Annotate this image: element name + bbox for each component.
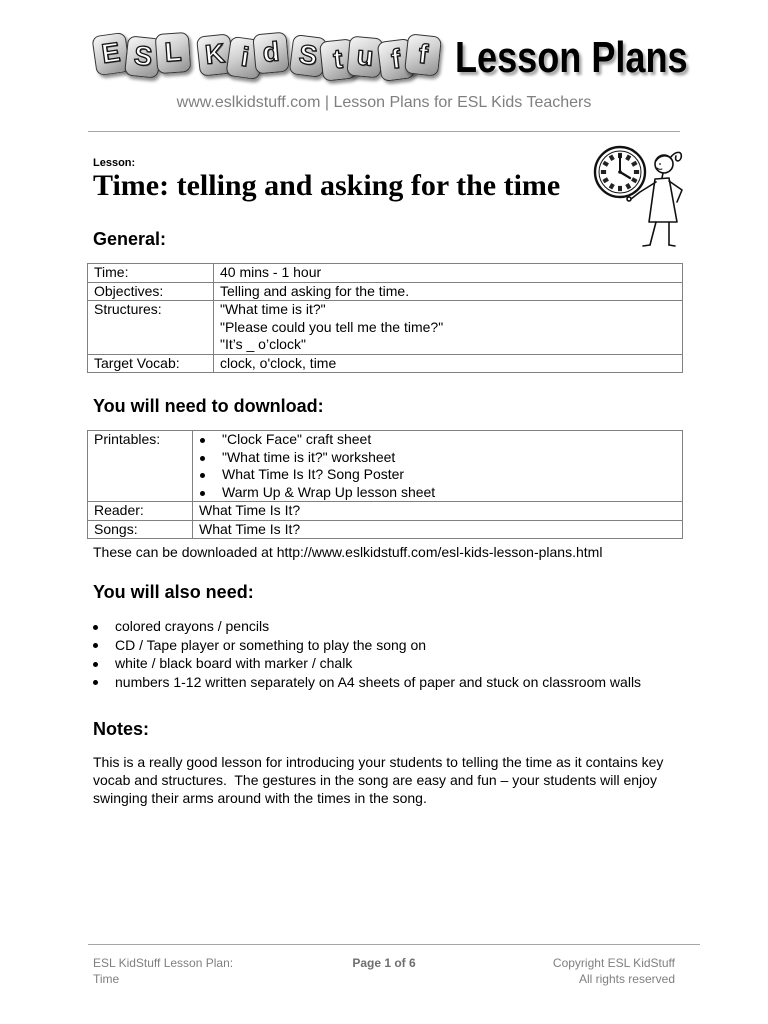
logo-letter-tile: K — [196, 33, 234, 76]
table-row — [88, 502, 683, 521]
printables-list — [199, 431, 676, 501]
footer-divider — [88, 944, 700, 945]
footer-left-line: ESL KidStuff Lesson Plan: — [93, 956, 234, 970]
table-row — [88, 264, 683, 283]
notes-paragraph — [93, 753, 663, 807]
table-row — [88, 282, 683, 301]
bullet-icon — [200, 473, 205, 478]
row-value — [214, 301, 683, 355]
list-item-text: CD / Tape player or something to play the song on — [115, 636, 427, 653]
notes-line: swinging their arms around with the times in the song. — [93, 790, 427, 806]
bullet-icon — [200, 438, 205, 443]
table-row — [88, 520, 683, 539]
list-item — [199, 431, 676, 449]
general-table — [87, 263, 683, 373]
header-divider — [88, 131, 680, 132]
list-item — [93, 636, 641, 655]
logo-letter-tile: f — [404, 33, 442, 76]
row-value: 40 mins - 1 hour — [214, 264, 683, 283]
list-item — [93, 654, 641, 673]
page-title: Time: telling and asking for the time — [93, 169, 561, 202]
notes-line: This is a really good lesson for introducing your students to telling the time as it contains key — [93, 754, 664, 770]
bullet-icon — [93, 625, 98, 630]
clock-numeral-mark — [634, 170, 639, 174]
row-label: Structures: — [88, 301, 214, 355]
list-item — [199, 484, 676, 502]
bullet-icon — [200, 491, 205, 496]
girl-holding-clock-illustration — [590, 142, 695, 250]
footer-left-line: Time — [93, 972, 120, 986]
structure-line: "Please could you tell me the time?" — [220, 318, 444, 335]
list-item-text: "Clock Face" craft sheet — [222, 431, 372, 447]
row-value — [193, 431, 683, 502]
row-label: Reader: — [88, 502, 193, 521]
page-number: Page 1 of 6 — [352, 956, 416, 970]
download-note: These can be downloaded at http://www.eslkidstuff.com/esl-kids-lesson-plans.html — [93, 544, 603, 560]
bullet-icon — [200, 456, 205, 461]
materials-list — [93, 617, 641, 691]
logo-letter-tile: S — [124, 35, 162, 78]
row-value: Telling and asking for the time. — [214, 282, 683, 301]
row-label: Objectives: — [88, 282, 214, 301]
list-item-text: colored crayons / pencils — [115, 618, 270, 634]
bullet-icon — [93, 680, 98, 685]
list-item — [199, 466, 676, 484]
logo-letter-tile: i — [225, 36, 264, 80]
footer-right-line: All rights reserved — [578, 972, 675, 986]
logo-letter-tile: S — [289, 34, 328, 78]
row-label: Target Vocab: — [88, 354, 214, 373]
clock-numeral-mark — [601, 170, 606, 174]
logo-letter-tile: u — [346, 36, 383, 79]
row-label: Time: — [88, 264, 214, 283]
footer-right-line: Copyright ESL KidStuff — [552, 956, 675, 970]
bullet-icon — [93, 643, 98, 648]
row-label: Printables: — [88, 431, 193, 502]
logo-letter-tile: f — [377, 38, 416, 82]
list-item-text: "What time is it?" worksheet — [222, 448, 396, 465]
logo-letter-tile: d — [252, 32, 289, 75]
download-table — [87, 430, 683, 539]
list-item-text: numbers 1-12 written separately on A4 sheets of paper and stuck on classroom walls — [115, 673, 642, 690]
table-row — [88, 354, 683, 373]
list-item — [199, 449, 676, 467]
brand-title: Lesson Plans — [455, 33, 688, 82]
notes-line: vocab and structures. The gestures in the song are easy and fun – your students will enjoy — [93, 772, 657, 788]
section-heading-general: General: — [93, 229, 167, 249]
list-item-text: white / black board with marker / chalk — [115, 655, 353, 671]
esl-kidstuff-logo — [94, 28, 446, 84]
section-heading-notes: Notes: — [93, 719, 150, 739]
logo-letter-tile: L — [155, 32, 192, 74]
table-row — [88, 431, 683, 502]
list-item — [93, 617, 641, 636]
row-value: clock, o'clock, time — [214, 354, 683, 373]
structure-line: "It’s _ o’clock" — [220, 336, 306, 352]
logo-letter-tile: t — [319, 38, 357, 81]
site-subtitle: www.eslkidstuff.com | Lesson Plans for ESL Kids Teachers — [176, 94, 592, 111]
section-heading-materials: You will also need: — [93, 582, 254, 602]
table-row — [88, 301, 683, 355]
row-label: Songs: — [88, 520, 193, 539]
clock-icon — [595, 147, 645, 197]
logo-letter-tile: E — [91, 32, 130, 76]
clock-numeral-mark — [618, 186, 622, 191]
row-value: What Time Is It? — [193, 520, 683, 539]
list-item-text: Warm Up & Wrap Up lesson sheet — [222, 483, 436, 500]
structure-line: "What time is it?" — [220, 301, 326, 317]
list-item — [93, 673, 641, 692]
row-value: What Time Is It? — [193, 502, 683, 521]
section-heading-download: You will need to download: — [93, 396, 324, 416]
bullet-icon — [93, 662, 98, 667]
footer-copyright — [553, 955, 675, 987]
list-item-text: What Time Is It? Song Poster — [222, 466, 405, 482]
lesson-label: Lesson: — [93, 157, 136, 169]
